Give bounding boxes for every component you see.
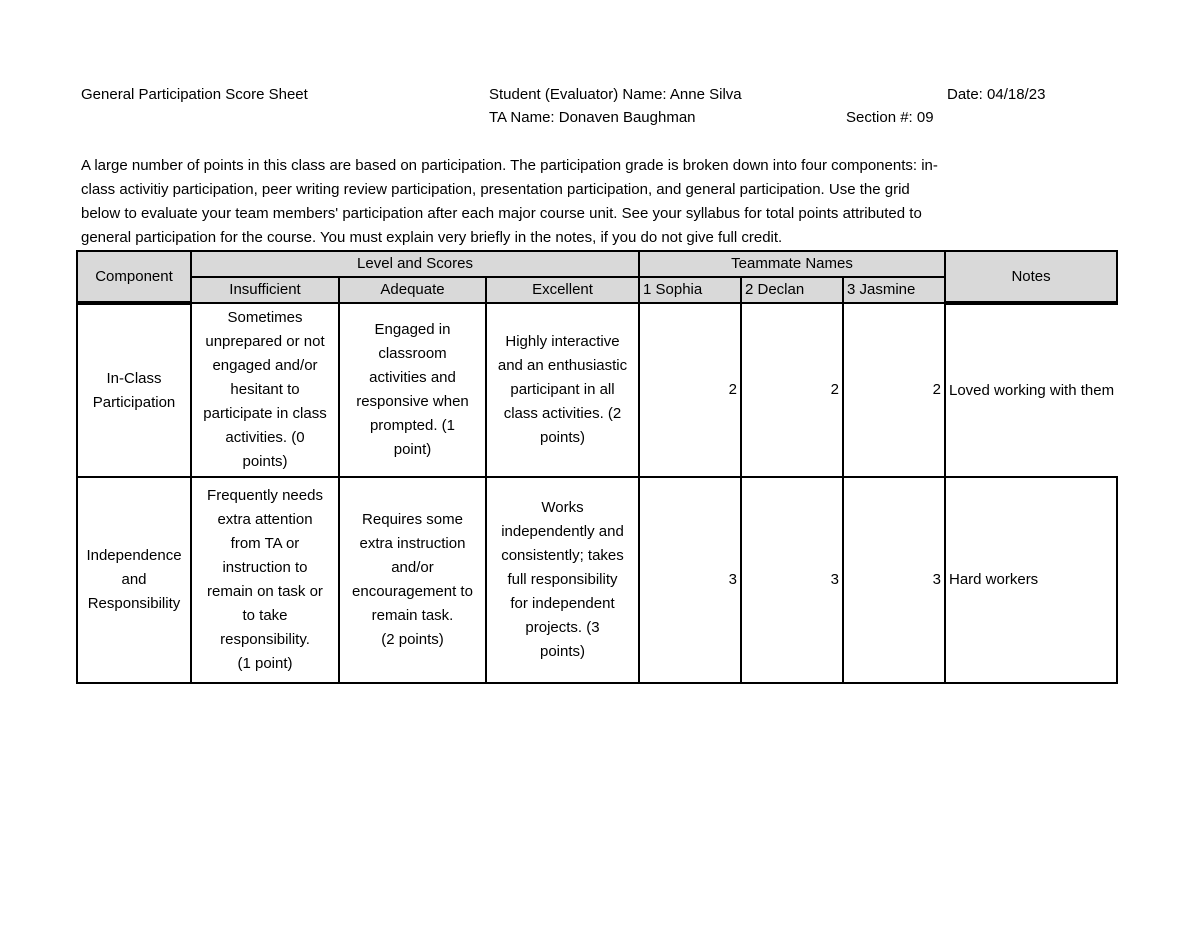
score-cell-teammate-1[interactable]: 2 <box>639 303 741 477</box>
criteria-adequate-cell: Requires some extra instruction and/or encouragement to remain task. (2 points) <box>339 477 486 683</box>
student-name-label: Student (Evaluator) Name: Anne Silva <box>489 86 742 103</box>
notes-cell[interactable]: Hard workers <box>945 477 1117 683</box>
instructions-line: general participation for the course. You must explain very briefly in the notes, if you do not give full credit. <box>81 229 783 246</box>
criteria-excellent-cell: Works independently and consistently; takes full responsibility for independent projects. (3 points) <box>486 477 639 683</box>
instructions-paragraph <box>81 154 1061 250</box>
sheet-title: General Participation Score Sheet <box>81 86 308 103</box>
teammate-names-header: Teammate Names <box>639 251 945 277</box>
instructions-line: A large number of points in this class are based on participation. The participation grade is broken down into four components: in- <box>81 157 938 174</box>
header-row-1 <box>77 251 1117 277</box>
level-adequate-header: Adequate <box>339 277 486 303</box>
notes-header: Notes <box>945 251 1117 303</box>
instructions-line: below to evaluate your team members' participation after each major course unit. See your syllabus for total points attributed to <box>81 205 922 222</box>
table-row-in-class <box>77 303 1117 477</box>
teammate-3-header: 3 Jasmine <box>843 277 945 303</box>
score-cell-teammate-1[interactable]: 3 <box>639 477 741 683</box>
component-cell: Independence and Responsibility <box>77 477 191 683</box>
criteria-adequate-cell: Engaged in classroom activities and responsive when prompted. (1 point) <box>339 303 486 477</box>
score-cell-teammate-2[interactable]: 2 <box>741 303 843 477</box>
criteria-excellent-cell: Highly interactive and an enthusiastic participant in all class activities. (2 points) <box>486 303 639 477</box>
criteria-insufficient-cell: Sometimes unprepared or not engaged and/or hesitant to participate in class activities. (0 points) <box>191 303 339 477</box>
teammate-1-header: 1 Sophia <box>639 277 741 303</box>
instructions-line: class activitiy participation, peer writing review participation, presentation participation, and general participation. Use the grid <box>81 181 910 198</box>
teammate-2-header: 2 Declan <box>741 277 843 303</box>
score-grid <box>76 250 1118 684</box>
level-insufficient-header: Insufficient <box>191 277 339 303</box>
notes-cell[interactable]: Loved working with them <box>945 303 1117 477</box>
level-excellent-header: Excellent <box>486 277 639 303</box>
section-label: Section #: 09 <box>846 109 934 126</box>
ta-name-label: TA Name: Donaven Baughman <box>489 109 696 126</box>
level-scores-header: Level and Scores <box>191 251 639 277</box>
table-row-independence <box>77 477 1117 683</box>
score-cell-teammate-2[interactable]: 3 <box>741 477 843 683</box>
date-label: Date: 04/18/23 <box>947 86 1046 103</box>
component-header: Component <box>77 251 191 303</box>
component-cell: In-Class Participation <box>77 303 191 477</box>
score-cell-teammate-3[interactable]: 3 <box>843 477 945 683</box>
score-cell-teammate-3[interactable]: 2 <box>843 303 945 477</box>
criteria-insufficient-cell: Frequently needs extra attention from TA or instruction to remain on task or to take responsibility. (1 point) <box>191 477 339 683</box>
